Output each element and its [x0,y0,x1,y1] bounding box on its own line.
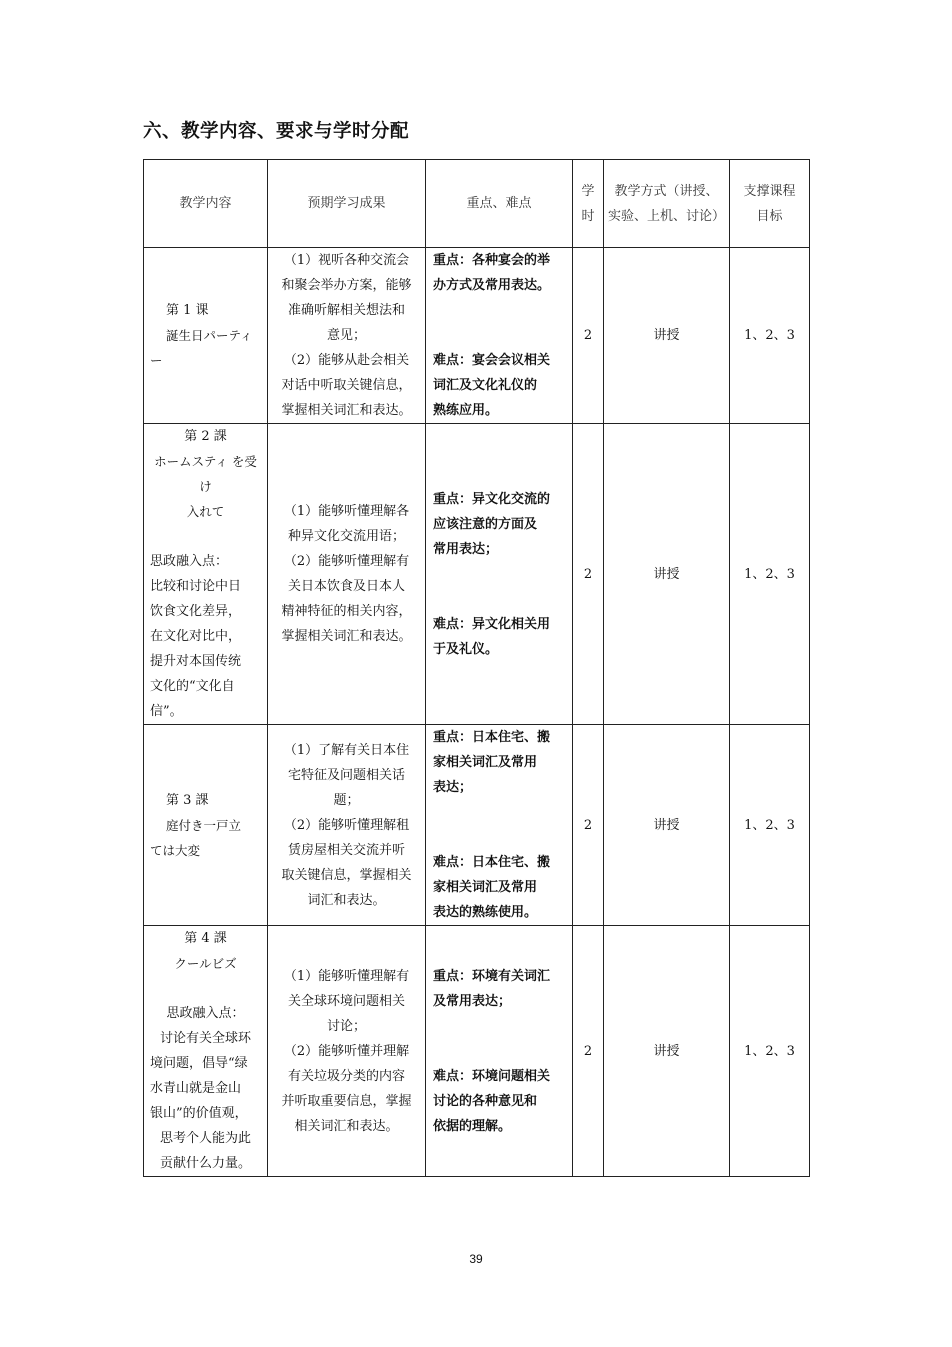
course-schedule-table [143,159,810,1177]
key-points-cell: 重点：环境有关词汇 及常用表达； 难点：环境问题相关 讨论的各种意见和 依据的理解。 [426,926,573,1177]
header-content: 教学内容 [144,160,268,248]
outcomes-cell: （1）了解有关日本住 宅特征及问题相关话 题； （2）能够听懂理解租 赁房屋相关交流并听 取关键信息，掌握相关 词汇和表达。 [268,725,426,926]
lesson-cell: 第 2 課 ホームスティ を受け 入れて 思政融入点： 比较和讨论中日 饮食文化差异， 在文化对比中， 提升对本国传统 文化的“文化自 信”。 [144,424,268,725]
goals-cell: 1、2、3 [730,248,810,424]
lesson-title-cont: ー [150,353,163,368]
ideology-label: 思政融入点： [166,1006,245,1021]
header-key-points: 重点、难点 [426,160,573,248]
lesson-cell: 第 4 課 クールビズ 思政融入点： 讨论有关全球环 境问题，倡导“绿 水青山就是金山 银山”的价值观， 思考个人能为此 贡献什么力量。 [144,926,268,1177]
lesson-title-cont: ては大変 [150,842,201,858]
outcomes-cell: （1）能够听懂理解各 种异文化交流用语； （2）能够听懂理解有 关日本饮食及日本人 精神特征的相关内容， 掌握相关词汇和表达。 [268,424,426,725]
table-row [144,248,810,424]
lesson-title: 庭付き一戸立 [166,817,242,833]
lesson-cell [144,725,268,926]
key-points-cell: 重点：各种宴会的举 办方式及常用表达。 难点：宴会会议相关 词汇及文化礼仪的 熟练应用。 [426,248,573,424]
lesson-number: 第 3 課 [166,792,209,808]
lesson-title: 誕生日パーティ [166,328,253,343]
key-points-cell: 重点：日本住宅、搬 家相关词汇及常用 表达； 难点：日本住宅、搬 家相关词汇及常用 表达的熟练使用。 [426,725,573,926]
hours-cell: 2 [573,424,604,725]
key-points-cell: 重点：异文化交流的 应该注意的方面及 常用表达； 难点：异文化相关用 于及礼仪。 [426,424,573,725]
table-row [144,725,810,926]
goals-cell: 1、2、3 [730,424,810,725]
header-goals: 支撑课程 目标 [730,160,810,248]
method-cell: 讲授 [604,424,730,725]
outcomes-cell: （1）视听各种交流会 和聚会举办方案，能够 准确听解相关想法和 意见； （2）能够从赴会相关 对话中听取关键信息， 掌握相关词汇和表达。 [268,248,426,424]
section-title: 六、教学内容、要求与学时分配 [143,121,410,142]
page-number: 39 [469,1252,483,1266]
hours-cell: 2 [573,248,604,424]
goals-cell: 1、2、3 [730,926,810,1177]
header-hours: 学 时 [573,160,604,248]
hours-cell: 2 [573,725,604,926]
table-row [144,926,810,1177]
lesson-number: 第 1 课 [166,303,209,318]
table-row [144,424,810,725]
method-cell: 讲授 [604,248,730,424]
method-cell: 讲授 [604,926,730,1177]
header-outcomes: 预期学习成果 [268,160,426,248]
outcomes-cell: （1）能够听懂理解有 关全球环境问题相关 讨论； （2）能够听懂并理解 有关垃圾分类的内容 并听取重要信息，掌握 相关词汇和表达。 [268,926,426,1177]
lesson-number: 第 2 課 [184,429,227,444]
header-method: 教学方式（讲授、 实验、上机、讨论） [604,160,730,248]
lesson-title: ホームスティ を受け [154,454,257,494]
hours-cell: 2 [573,926,604,1177]
lesson-number: 第 4 課 [184,931,227,946]
lesson-title-cont: 入れて [186,504,225,519]
lesson-cell [144,248,268,424]
ideology-label: 思政融入点： [150,554,229,569]
lesson-title: クールビズ [174,956,237,971]
table-header-row [144,160,810,248]
goals-cell: 1、2、3 [730,725,810,926]
method-cell: 讲授 [604,725,730,926]
